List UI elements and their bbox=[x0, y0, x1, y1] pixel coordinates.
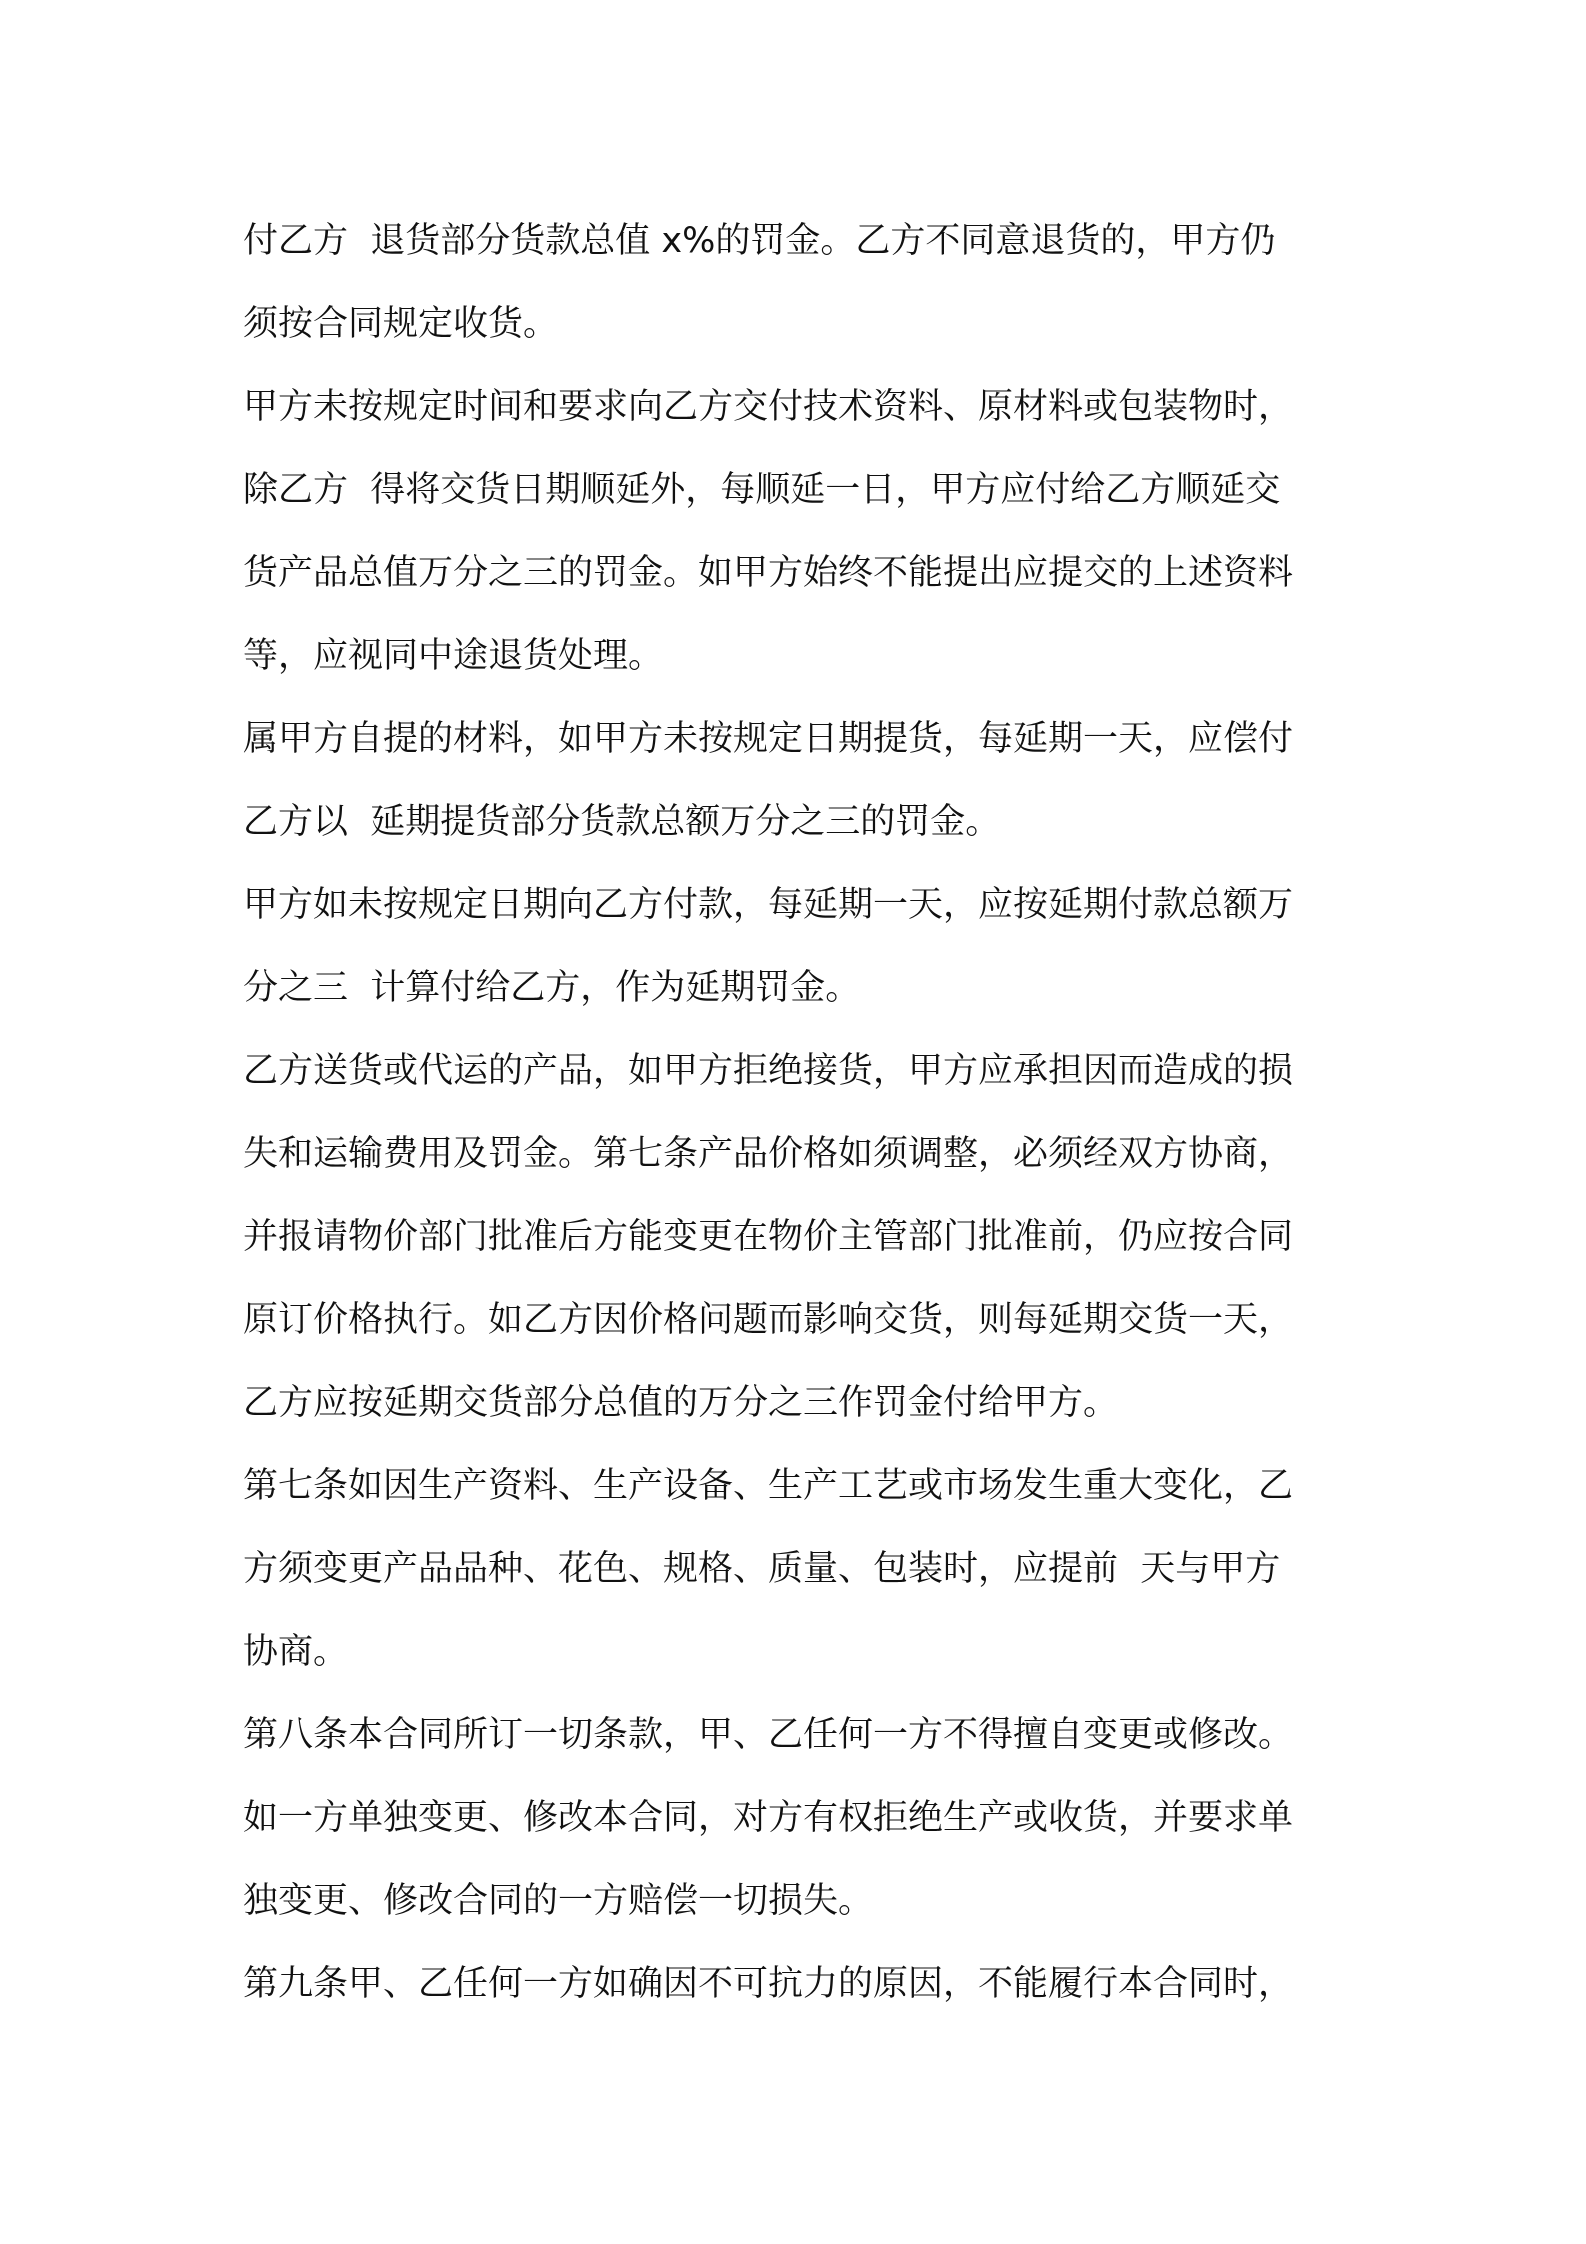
text-line: 第九条甲、乙任何一方如确因不可抗力的原因，不能履行本合同时， bbox=[243, 1964, 1294, 2004]
text-line: 方须变更产品品种、花色、规格、质量、包装时，应提前 天与甲方 bbox=[243, 1549, 1281, 1589]
text-line: 独变更、修改合同的一方赔偿一切损失。 bbox=[243, 1881, 874, 1921]
text-line: 等，应视同中途退货处理。 bbox=[243, 636, 664, 676]
text-line: 甲方如未按规定日期向乙方付款，每延期一天，应按延期付款总额万 bbox=[243, 885, 1294, 925]
text-line: 属甲方自提的材料，如甲方未按规定日期提货，每延期一天，应偿付 bbox=[243, 719, 1294, 759]
text-line: 第八条本合同所订一切条款，甲、乙任何一方不得擅自变更或修改。 bbox=[243, 1715, 1294, 1755]
text-line: 甲方未按规定时间和要求向乙方交付技术资料、原材料或包装物时， bbox=[243, 387, 1294, 427]
text-line: 货产品总值万分之三的罚金。如甲方始终不能提出应提交的上述资料 bbox=[243, 553, 1294, 593]
text-line: 分之三 计算付给乙方，作为延期罚金。 bbox=[243, 968, 861, 1008]
text-line: 付乙方 退货部分货款总值 x%的罚金。乙方不同意退货的，甲方仍 bbox=[243, 221, 1276, 261]
text-line: 如一方单独变更、修改本合同，对方有权拒绝生产或收货，并要求单 bbox=[243, 1798, 1294, 1838]
text-line: 失和运输费用及罚金。第七条产品价格如须调整，必须经双方协商， bbox=[243, 1134, 1294, 1174]
text-line: 第七条如因生产资料、生产设备、生产工艺或市场发生重大变化，乙 bbox=[243, 1466, 1294, 1506]
text-line: 乙方应按延期交货部分总值的万分之三作罚金付给甲方。 bbox=[243, 1383, 1119, 1423]
contract-text-block bbox=[243, 200, 1363, 2026]
text-line: 乙方以 延期提货部分货款总额万分之三的罚金。 bbox=[243, 802, 1001, 842]
text-line: 乙方送货或代运的产品，如甲方拒绝接货，甲方应承担因而造成的损 bbox=[243, 1051, 1294, 1091]
text-line: 并报请物价部门批准后方能变更在物价主管部门批准前，仍应按合同 bbox=[243, 1217, 1294, 1257]
text-line: 原订价格执行。如乙方因价格问题而影响交货，则每延期交货一天， bbox=[243, 1300, 1294, 1340]
text-line: 须按合同规定收货。 bbox=[243, 304, 559, 344]
text-line: 除乙方 得将交货日期顺延外，每顺延一日，甲方应付给乙方顺延交 bbox=[243, 470, 1281, 510]
text-line: 协商。 bbox=[243, 1632, 349, 1672]
